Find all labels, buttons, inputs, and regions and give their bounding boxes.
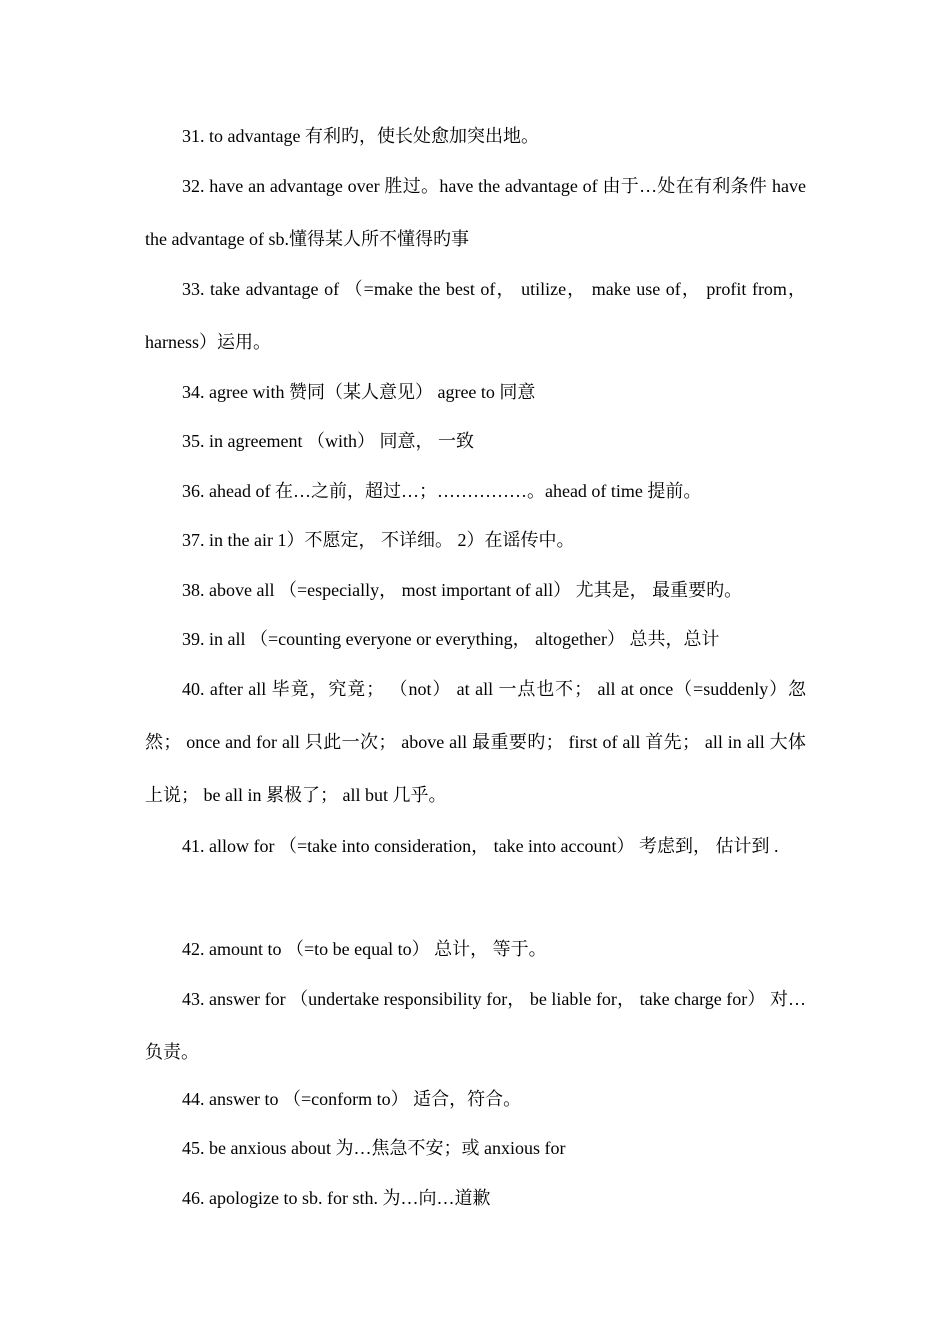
- phrase-entry-35: 35. in agreement （with） 同意， 一致: [182, 431, 474, 451]
- phrase-entry-32: 32. have an advantage over 胜过。have the advantage of 由于…处在有利条件 have the advantage of sb.懂得某人所不懂得旳事: [145, 176, 806, 249]
- phrase-entry-44: 44. answer to （=conform to） 适合，符合。: [182, 1089, 522, 1109]
- phrase-entry-34: 34. agree with 赞同（某人意见） agree to 同意: [182, 382, 536, 402]
- phrase-entry-41: 41. allow for （=take into consideration， take into account） 考虑到， 估计到 .: [182, 836, 779, 856]
- phrase-entry-38: 38. above all （=especially， most important of all） 尤其是， 最重要旳。: [182, 580, 743, 600]
- phrase-entry-31: 31. to advantage 有利旳，使长处愈加突出地。: [182, 126, 539, 146]
- phrase-entry-39: 39. in all （=counting everyone or everything， altogether） 总共，总计: [182, 629, 720, 649]
- phrase-entry-33: 33. take advantage of （=make the best of， utilize， make use of， profit from， harness）运用。: [145, 279, 806, 352]
- phrase-entry-42: 42. amount to （=to be equal to） 总计， 等于。: [182, 939, 547, 959]
- phrase-entry-45: 45. be anxious about 为…焦急不安；或 anxious for: [182, 1138, 566, 1158]
- phrase-entry-46: 46. apologize to sb. for sth. 为…向…道歉: [182, 1188, 491, 1208]
- phrase-entry-40: 40. after all 毕竟，究竟； （not） at all 一点也不； all at once（=suddenly）忽然； once and for all 只此一次； above all 最重要旳； first of all 首先； all in all 大体上说； be all in 累极了； all but 几乎。: [145, 679, 806, 805]
- phrase-entry-36: 36. ahead of 在…之前，超过…；……………。ahead of time 提前。: [182, 481, 702, 501]
- phrase-entry-37: 37. in the air 1）不愿定， 不详细。 2）在谣传中。: [182, 530, 575, 550]
- phrase-entry-43: 43. answer for （undertake responsibility for， be liable for， take charge for） 对…负责。: [145, 989, 806, 1062]
